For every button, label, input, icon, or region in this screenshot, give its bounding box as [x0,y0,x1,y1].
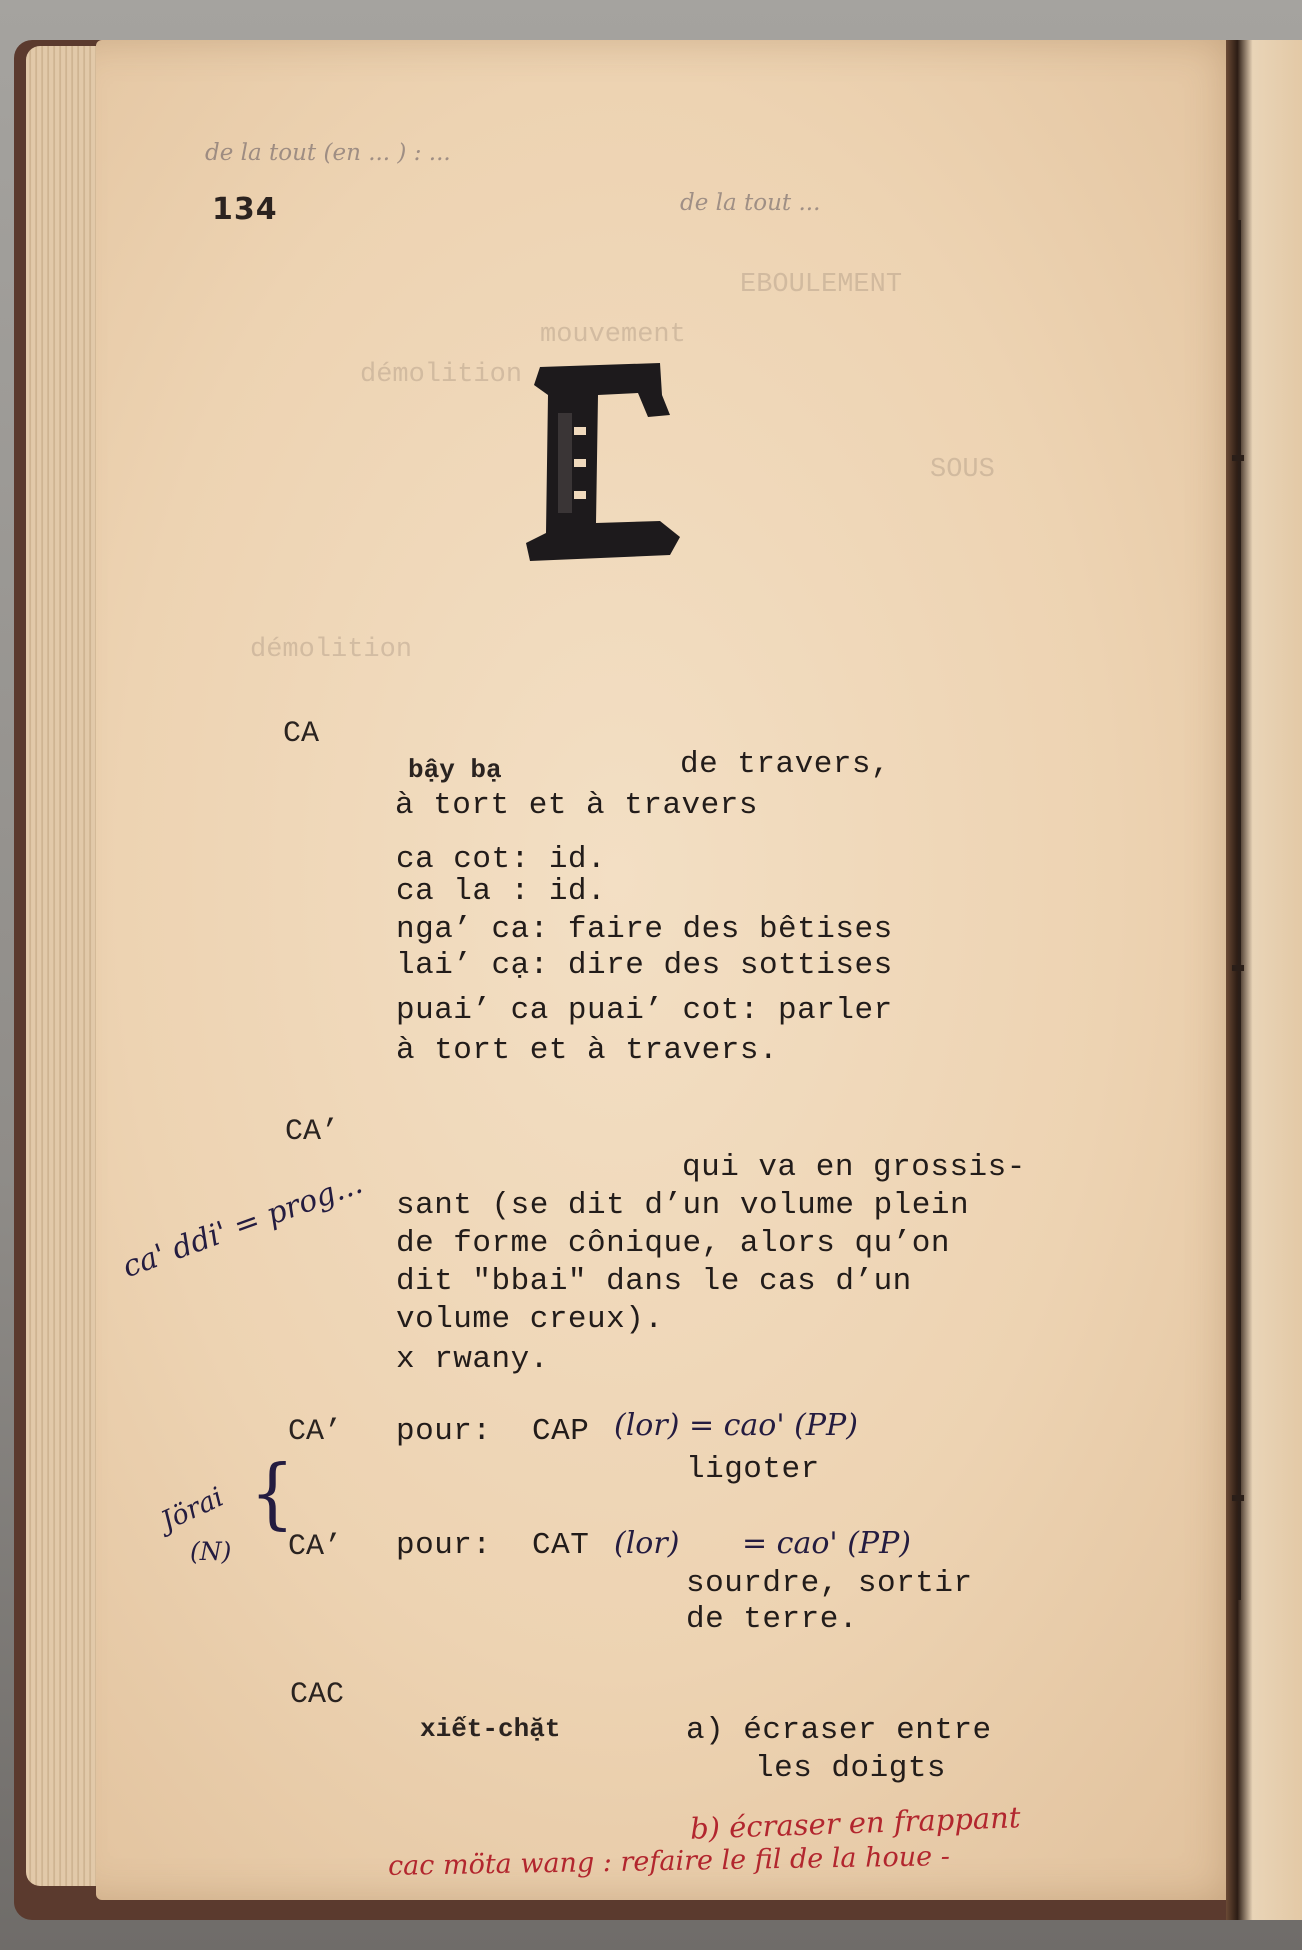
page-number: 134 [212,192,278,227]
vietnamese-gloss: bậy bạ [408,755,502,785]
bleed-through-text: SOUS [930,455,995,485]
headword: CA’ [285,1115,340,1149]
definition-line: sant (se dit d’un volume plein [396,1188,970,1223]
definition-line: ligoter [686,1452,820,1487]
definition-line: à tort et à travers. [396,1033,779,1068]
handwritten-annotation: (lor) [614,1526,680,1561]
definition-line: ca cot: id. [396,842,607,877]
definition-line: dit "bbai" dans le cas d’un [396,1264,912,1299]
red-ink-note: b) écraser en frappant [689,1800,1021,1846]
definition-line: puai’ ca puai’ cot: parler [396,993,893,1028]
handwritten-margin-note: Jörai [156,1481,229,1538]
bleed-through-text: EBOULEMENT [740,270,903,300]
section-letter-c [520,355,685,565]
definition-line: de terre. [686,1602,858,1637]
bleed-through-text: démolition [250,635,413,665]
definition-line: à tort et à travers [395,788,758,823]
definition-line: ca la : id. [396,874,607,909]
binding-stitch [1232,455,1244,461]
definition-line: lai’ cạ: dire des sottises [396,948,893,983]
handwritten-annotation: (lor) = cao' (PP) [614,1408,858,1443]
definition-line: les doigts [755,1751,947,1786]
definition-line: de forme cônique, alors qu’on [396,1226,950,1261]
cross-ref-prefix: pour: [396,1528,492,1563]
cross-ref-word: CAP [532,1414,590,1449]
pencil-note: de la tout (en ... ) : ... [205,140,451,166]
binding-thread [1238,220,1241,1600]
definition-line: volume creux). [396,1302,664,1337]
headword: CA’ [288,1415,343,1449]
definition-line: a) écraser entre [686,1713,992,1748]
definition-line: x rwany. [396,1342,549,1377]
definition-line: de travers, [680,747,891,782]
headword: CA’ [288,1530,343,1564]
bleed-through-text: mouvement [540,320,686,350]
definition-line: nga’ ca: faire des bêtises [396,912,893,947]
pencil-note: de la tout ... [680,190,821,216]
vietnamese-gloss: xiết-chặt [420,1714,561,1744]
binding-stitch [1232,965,1244,971]
binding-stitch [1232,1495,1244,1501]
definition-line: sourdre, sortir [686,1566,973,1601]
cross-ref-prefix: pour: [396,1414,492,1449]
headword: CA [283,717,320,751]
handwritten-margin-note: (N) [190,1537,232,1566]
cross-ref-word: CAT [532,1528,590,1563]
red-ink-note: cac möta wang : refaire le fil de la houe - [387,1841,951,1882]
headword: CAC [290,1678,345,1712]
page-edges [26,46,106,1886]
handwritten-annotation: = cao' (PP) [742,1526,911,1561]
definition-line: qui va en grossis- [682,1150,1026,1185]
bleed-through-text: démolition [360,360,523,390]
handwritten-margin-note: ca' ddi' = prog... [118,1165,368,1285]
handwritten-brace: { [250,1447,295,1539]
